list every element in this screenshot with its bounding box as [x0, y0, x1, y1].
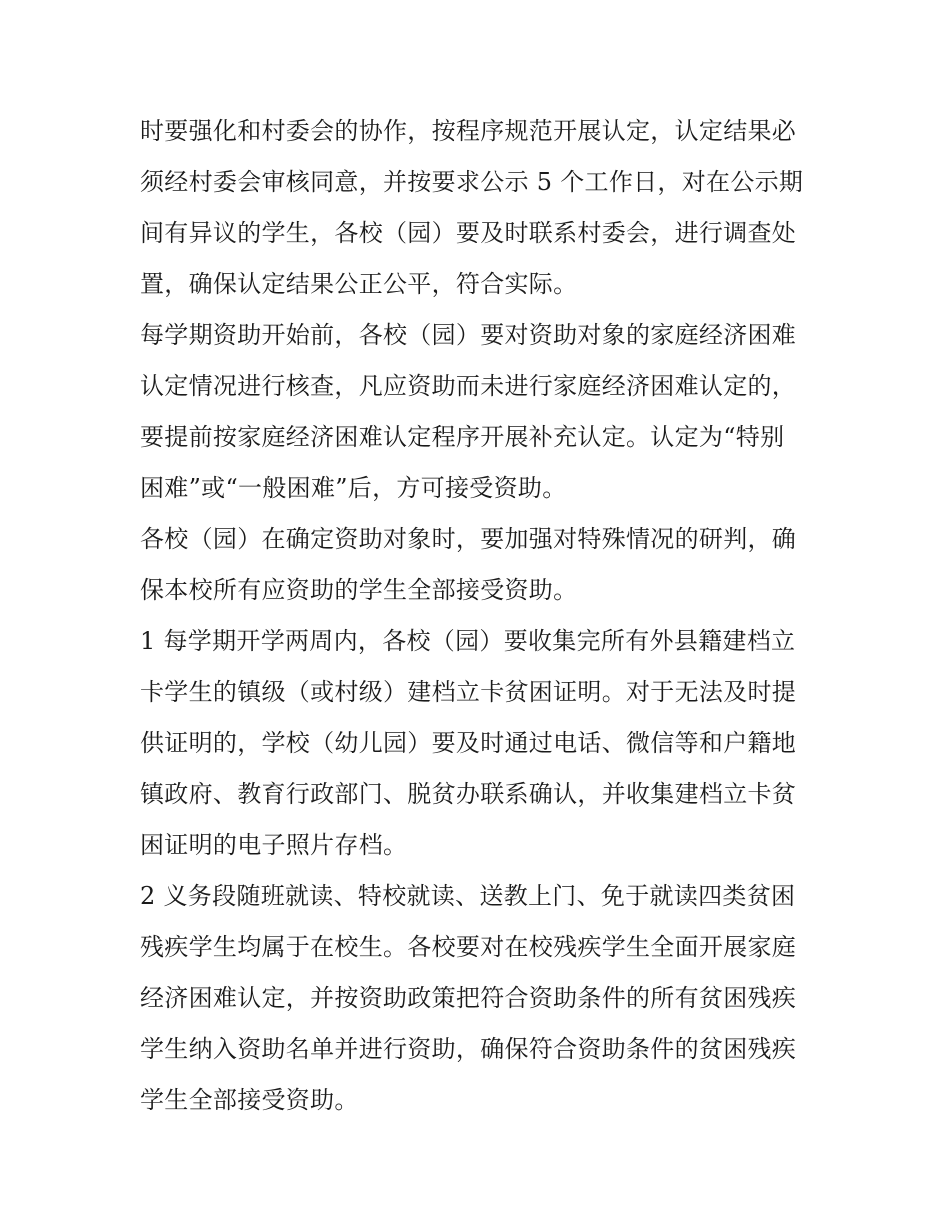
- text-line: 学生纳入资助名单并进行资助，确保符合资助条件的贫困残疾: [140, 1035, 797, 1063]
- text-line: 学生全部接受资助。: [140, 1086, 359, 1114]
- text-line: 供证明的，学校（幼儿园）要及时通过电话、微信等和户籍地: [140, 729, 797, 757]
- text-line: 困难”或“一般困难”后，方可接受资助。: [140, 474, 567, 502]
- text-line: 各校（园）在确定资助对象时，要加强对特殊情况的研判，确: [140, 525, 797, 553]
- text-line: 置，确保认定结果公正公平，符合实际。: [140, 270, 578, 298]
- text-line: 1 每学期开学两周内，各校（园）要收集完所有外县籍建档立: [140, 627, 796, 655]
- text-line: 须经村委会审核同意，并按要求公示 5 个工作日，对在公示期: [140, 168, 804, 196]
- text-line: 经济困难认定，并按资助政策把符合资助条件的所有贫困残疾: [140, 984, 797, 1012]
- text-line: 困证明的电子照片存档。: [140, 831, 408, 859]
- text-line: 卡学生的镇级（或村级）建档立卡贫困证明。对于无法及时提: [140, 678, 797, 706]
- text-line: 保本校所有应资助的学生全部接受资助。: [140, 576, 578, 604]
- text-line: 时要强化和村委会的协作，按程序规范开展认定，认定结果必: [140, 117, 797, 145]
- document-body: [140, 106, 812, 1126]
- text-line: 镇政府、教育行政部门、脱贫办联系确认，并收集建档立卡贫: [140, 780, 797, 808]
- text-line: 残疾学生均属于在校生。各校要对在校残疾学生全面开展家庭: [140, 933, 797, 961]
- text-line: 间有异议的学生，各校（园）要及时联系村委会，进行调查处: [140, 219, 797, 247]
- text-line: 每学期资助开始前，各校（园）要对资助对象的家庭经济困难: [140, 321, 797, 349]
- text-line: 2 义务段随班就读、特校就读、送教上门、免于就读四类贫困: [140, 882, 796, 910]
- text-line: 认定情况进行核查，凡应资助而未进行家庭经济困难认定的，: [140, 372, 797, 400]
- text-line: 要提前按家庭经济困难认定程序开展补充认定。认定为“特别: [140, 423, 785, 451]
